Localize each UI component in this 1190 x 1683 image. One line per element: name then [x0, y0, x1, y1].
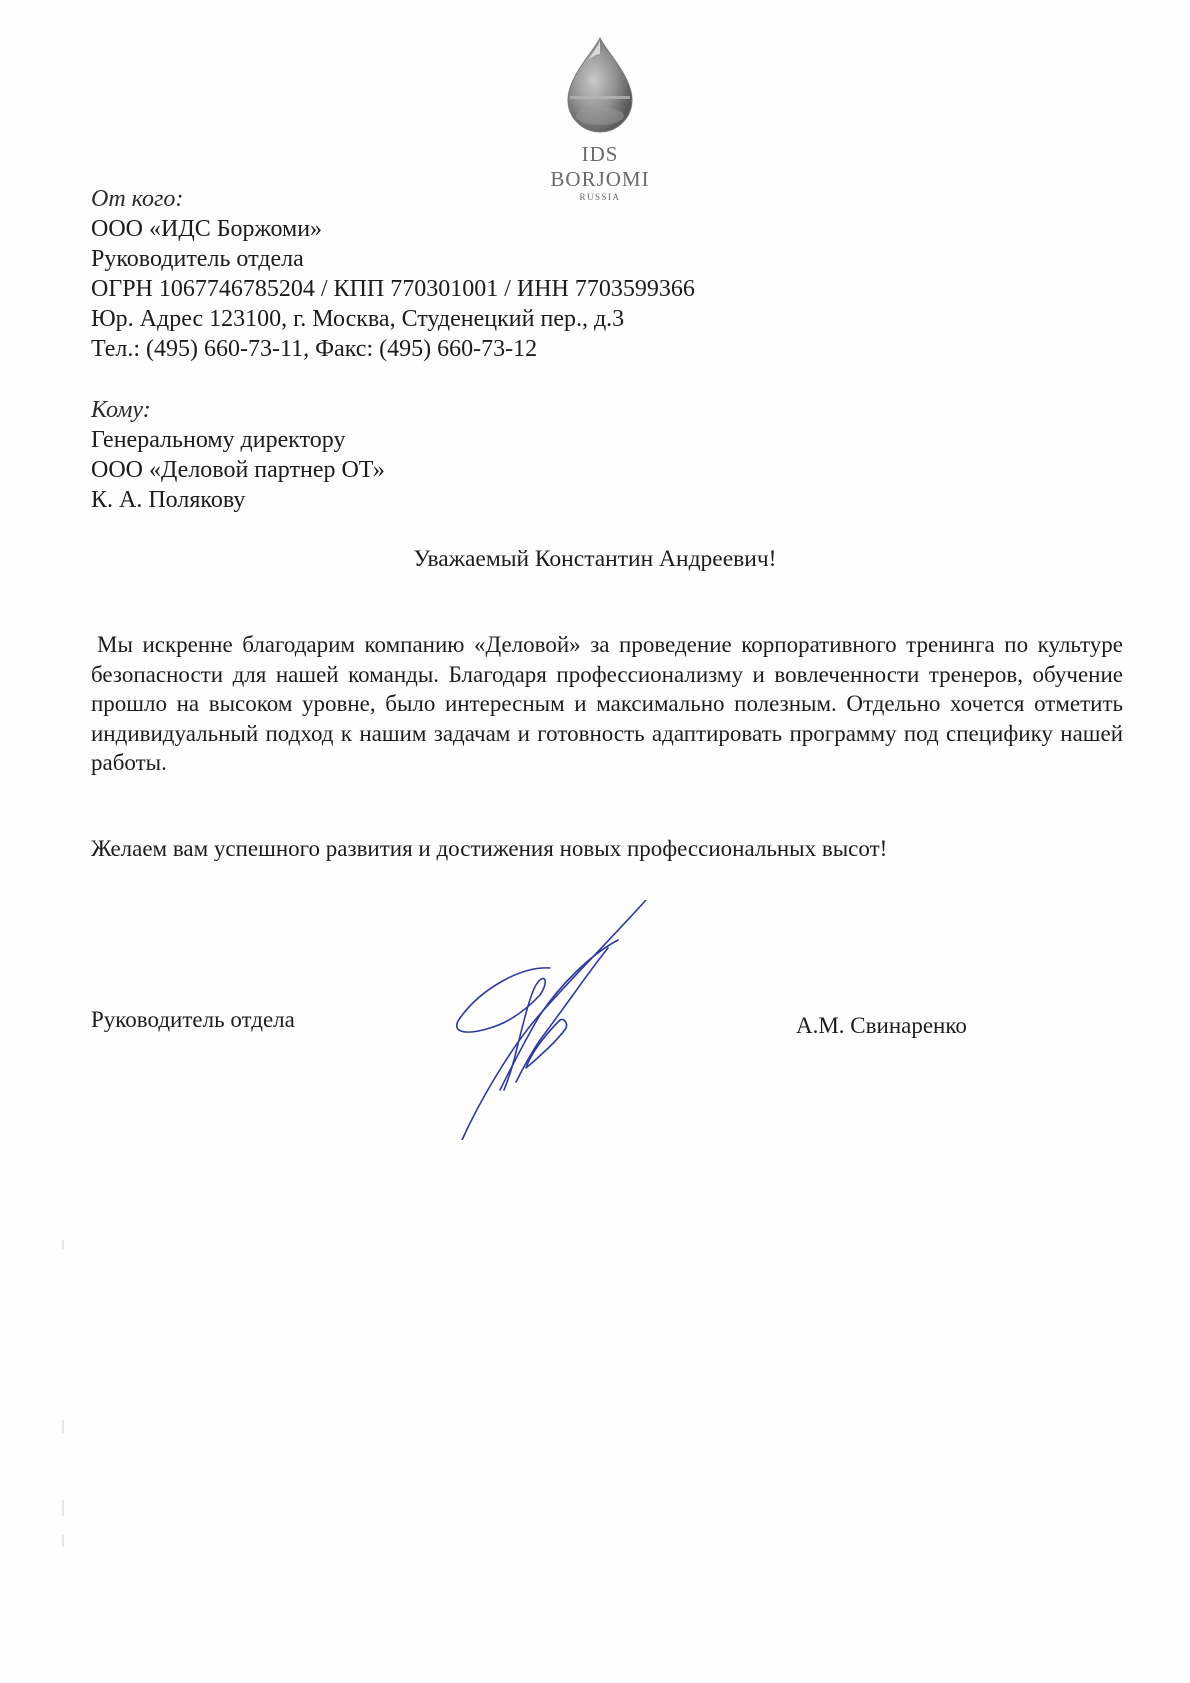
closing-wish: Желаем вам успешного развития и достижения новых профессиональных высот!	[91, 836, 888, 861]
sender-label: От кого:	[91, 186, 184, 212]
water-drop-icon	[562, 36, 638, 136]
scan-artifact	[62, 1420, 64, 1434]
logo-name: IDS BORJOMI	[550, 142, 650, 191]
sender-address: Юр. Адрес 123100, г. Москва, Студенецкий пер., д.3	[91, 306, 625, 332]
signatory-name: А.М. Свинаренко	[796, 1013, 967, 1038]
recipient-block	[91, 395, 385, 515]
greeting: Уважаемый Константин Андреевич!	[413, 546, 777, 572]
company-logo	[530, 36, 670, 202]
scan-artifact	[62, 1535, 64, 1547]
sender-registration: ОГРН 1067746785204 / КПП 770301001 / ИНН 7703599366	[91, 276, 695, 302]
body-paragraph: Мы искренне благодарим компанию «Деловой» за проведение корпоративного тренинга по культуре безопасности для нашей команды. Благодаря профессионализму и вовлеченности тренеров, обучение прошло на высоком уровне, было интересным и максимально полезным. Отдельно хочется отметить индивидуальный подход к нашим задачам и готовность адаптировать программу под специфику нашей работы.	[91, 632, 1123, 776]
sender-position: Руководитель отдела	[91, 246, 304, 272]
logo-subtitle: RUSSIA	[579, 192, 621, 202]
recipient-position: Генеральному директору	[91, 427, 346, 453]
sender-company: ООО «ИДС Боржоми»	[91, 216, 323, 242]
scan-artifact	[62, 1500, 64, 1516]
signatory-role: Руководитель отдела	[91, 1007, 295, 1032]
recipient-label: Кому:	[91, 397, 151, 423]
sender-phone: Тел.: (495) 660-73-11, Факс: (495) 660-73-12	[91, 336, 538, 362]
recipient-company: ООО «Деловой партнер ОТ»	[91, 457, 385, 483]
handwritten-signature	[440, 900, 660, 1140]
recipient-name: К. А. Полякову	[91, 487, 246, 513]
sender-block	[91, 184, 695, 364]
scan-artifact	[62, 1240, 64, 1250]
